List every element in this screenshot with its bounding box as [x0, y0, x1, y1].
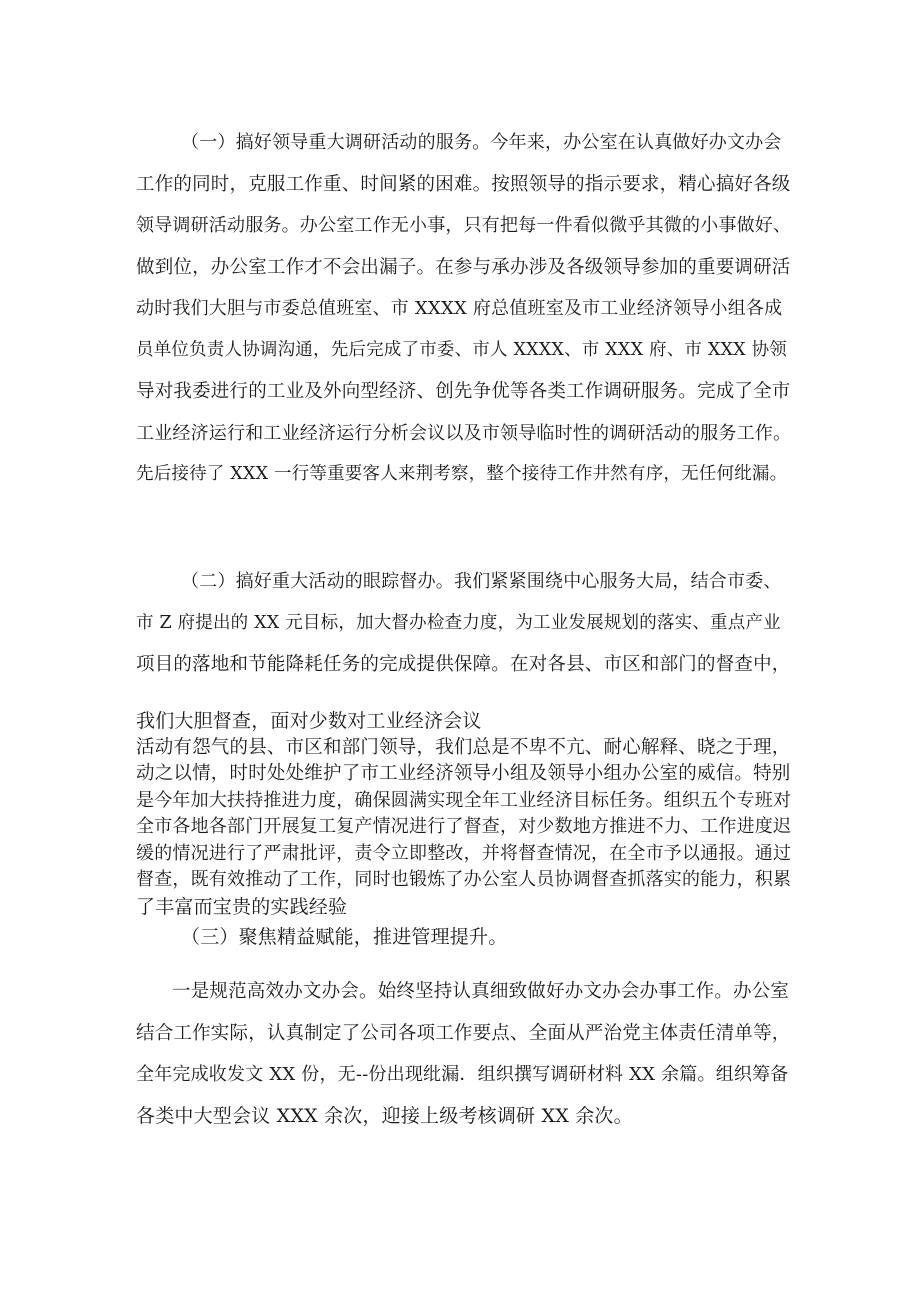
paragraph-section-3 — [136, 971, 796, 1137]
text-line: 导对我委进行的工业及外向型经济、创先争优等各类工作调研服务。完成了全市 — [136, 381, 791, 402]
text-line: 先后接待了 XXX 一行等重要客人来荆考察，整个接待工作井然有序，无任何纰漏。 — [136, 464, 788, 484]
text-line: 员单位负责人协调沟通，先后完成了市委、市人 XXXX、市 XXX 府、市 XXX 协领 — [136, 339, 787, 360]
text-line: 动之以情，时时处处维护了市工业经济领导小组及领导小组办公室的威信。特别 — [136, 763, 791, 784]
text-line: （二）搞好重大活动的眼踪督办。我们紧紧围绕中心服务大局，结合市委、 — [181, 571, 782, 592]
text-line: 了丰富而宝贵的实践经验 — [136, 895, 348, 918]
paragraph-section-1 — [136, 122, 796, 496]
text-line: 工业经济运行和工业经济运行分析会议以及市领导临时性的调研活动的服务工作。 — [136, 422, 792, 444]
text-line: 缓的情况进行了严肃批评，责令立即整改，并将督查情况，在全市予以通报。通过 — [136, 842, 792, 864]
text-line: 工作的同时，克服工作重、时间紧的困难。按照领导的指示要求，精心搞好各级 — [136, 173, 791, 195]
text-line: 全年完成收发文 XX 份，无--份出现纰漏．组织撰写调研材料 XX 余篇。组织筹备 — [136, 1064, 789, 1085]
text-line: 活动有怨气的县、市区和部门领导，我们总是不卑不亢、耐心解释、晓之于理， — [136, 736, 791, 758]
paragraph-section-2-continued — [136, 708, 796, 920]
section-3-heading — [136, 917, 796, 959]
text-line: 督查，既有效推动了工作，同时也锻炼了办公室人员协调督查抓落实的能力，积累 — [136, 869, 792, 890]
text-line: 是今年加大扶持推进力度，确保圆满实现全年工业经济目标任务。组织五个专班对 — [136, 789, 792, 811]
text-line: 做到位，办公室工作才不会出漏子。在参与承办涉及各级领导参加的重要调研活 — [136, 256, 791, 278]
text-line: （一）搞好领导重大调研活动的服务。今年来，办公室在认真做好办文办会 — [181, 132, 782, 153]
text-line: 动时我们大胆与市委总值班室、市 XXXX 府总值班室及市工业经济领导小组各成 — [136, 298, 783, 319]
text-line: 结合工作实际，认真制定了公司各项工作要点、全面从严治党主体责任清单等， — [136, 1022, 791, 1044]
text-line: 项目的落地和节能降耗任务的完成提供保障。在对各县、市区和部门的督查中， — [136, 654, 791, 675]
text-line: 各类中大型会议 XXX 余次，迎接上级考核调研 XX 余次。 — [136, 1104, 633, 1127]
text-line: 市 Z 府提出的 XX 元目标，加大督办检查力度，为工业发展规划的落实、重点产业 — [136, 612, 781, 633]
text-line: 领导调研活动服务。办公室工作无小事，只有把每一件看似微乎其微的小事做好、 — [136, 215, 792, 236]
text-line: 一是规范高效办文办会。始终坚持认真细致做好办文办会办事工作。办公室 — [172, 981, 790, 1002]
section-heading: （三）聚焦精益赋能，推进管理提升。 — [181, 926, 508, 948]
paragraph-section-2 — [136, 561, 796, 686]
text-line: 全市各地各部门开展复工复产情况进行了督查，对少数地方推进不力、工作进度迟 — [136, 816, 792, 837]
text-line: 我们大胆督查，面对少数对工业经济会议 — [136, 710, 482, 732]
